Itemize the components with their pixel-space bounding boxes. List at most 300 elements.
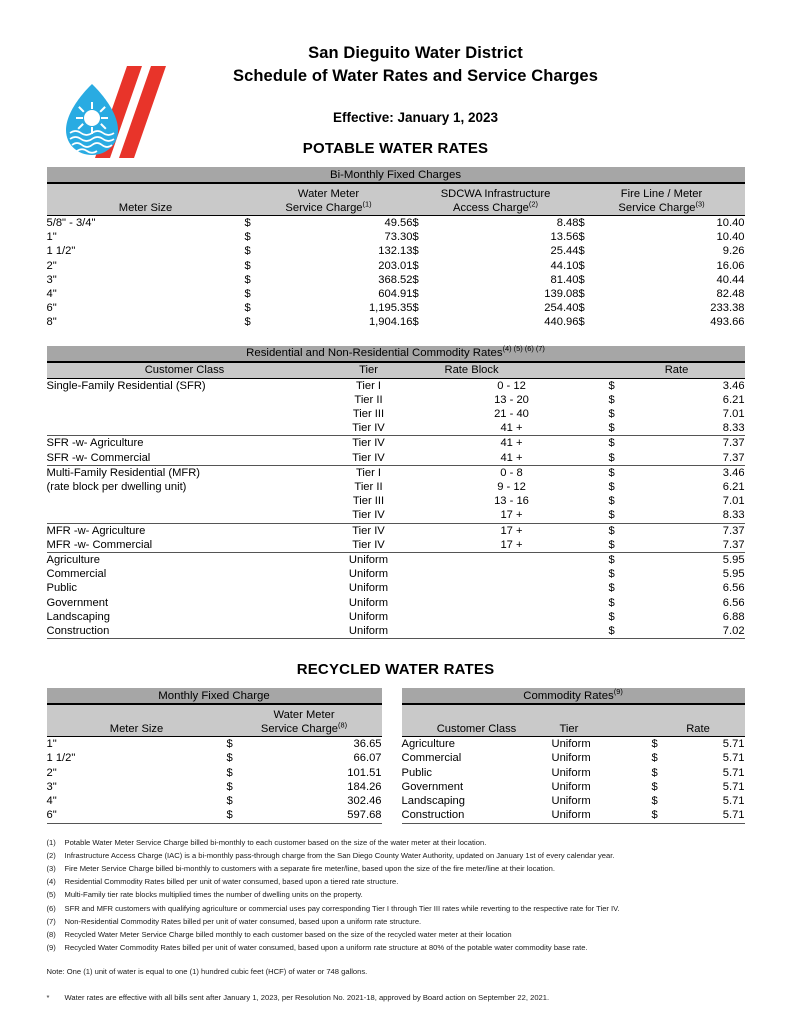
cell-rate-block bbox=[415, 624, 609, 639]
potable-commodity-table-wrap bbox=[47, 346, 745, 640]
footnote-marker: (2) bbox=[46, 850, 56, 860]
cell-rate-block bbox=[415, 581, 609, 595]
cell-rate: 7.02 bbox=[643, 624, 745, 639]
table-row bbox=[402, 737, 745, 752]
cell-sdcwa-charge: 440.96 bbox=[544, 316, 579, 329]
cell-rate-block: 21 - 40 bbox=[494, 408, 529, 421]
currency-symbol: $ bbox=[578, 231, 585, 244]
cell-rate: 5.71 bbox=[722, 752, 745, 765]
footnote-text: Infrastructure Access Charge (IAC) is a bi-monthly pass-through charge from the San Diego County Water Authority, updated on January 1st of every calendar year. bbox=[64, 850, 615, 860]
cell-customer-class: Landscaping bbox=[46, 610, 110, 623]
currency-symbol: $ bbox=[608, 582, 615, 595]
cell-tier: Tier IV bbox=[352, 422, 385, 435]
table-row bbox=[47, 808, 382, 823]
cell-rate: 7.01 bbox=[722, 408, 745, 421]
band-title-text: Bi-Monthly Fixed Charges bbox=[47, 167, 745, 183]
recycled-commodity-rates-panel bbox=[402, 688, 745, 823]
cell-tier: Tier II bbox=[354, 393, 383, 406]
cell-customer-class: Public bbox=[46, 582, 77, 595]
effective-note-text: Water rates are effective with all bills sent after January 1, 2023, per Resolution No. 2021-18, approved by Board action on September 22, 2021. bbox=[64, 992, 550, 1002]
table-row bbox=[47, 230, 745, 244]
col-header-customer-class: Customer Class bbox=[47, 362, 323, 379]
table-row bbox=[47, 737, 382, 752]
col-header-rate: Rate bbox=[652, 704, 745, 737]
table-row bbox=[402, 780, 745, 794]
cell-rate-block: 9 - 12 bbox=[497, 481, 526, 494]
cell-rate: 5.71 bbox=[722, 780, 745, 793]
currency-symbol: $ bbox=[412, 217, 419, 229]
cell-rate: 6.56 bbox=[722, 582, 745, 595]
cell-rate: 5.71 bbox=[722, 766, 745, 779]
col-header-sdcwa-access-charge: SDCWA Infrastructure Access Charge$^{(2)}$ bbox=[413, 183, 579, 216]
cell-service-charge: 66.07 bbox=[353, 752, 382, 765]
currency-symbol: $ bbox=[227, 808, 257, 823]
cell-service-charge: 36.65 bbox=[353, 738, 382, 751]
cell-sdcwa-charge: 8.48 bbox=[556, 217, 579, 229]
cell-rate: 3.46 bbox=[643, 465, 745, 480]
cell-service-charge: 597.68 bbox=[257, 808, 382, 823]
cell-tier: Uniform bbox=[551, 752, 591, 765]
cell-rate: 6.88 bbox=[722, 610, 745, 623]
currency-symbol: $ bbox=[226, 795, 233, 808]
footnote-text: Non-Residential Commodity Rates billed per unit of water consumed, based upon a uniform rate structure. bbox=[64, 916, 422, 926]
cell-rate: 7.37 bbox=[722, 451, 745, 464]
currency-symbol: $ bbox=[244, 302, 251, 315]
currency-symbol: $ bbox=[578, 217, 585, 229]
cell-customer-class: SFR -w- Agriculture bbox=[47, 436, 323, 451]
unit-note-text: Note: One (1) unit of water is equal to one (1) hundred cubic feet (HCF) of water or 748 gallons. bbox=[46, 967, 368, 977]
col-header-customer-class: Customer Class bbox=[402, 704, 552, 737]
recycled-commodity-rates-table bbox=[402, 688, 745, 823]
footnote-refs-4567: (4) (5) (6) (7) bbox=[502, 344, 545, 354]
table-row bbox=[47, 244, 745, 258]
cell-rate-block: 17 + bbox=[500, 509, 523, 522]
cell-sdcwa-charge: 139.08 bbox=[544, 288, 579, 301]
cell-customer-class: Construction bbox=[47, 624, 323, 639]
currency-symbol: $ bbox=[608, 408, 615, 421]
footnote-ref-2: (2) bbox=[528, 199, 538, 209]
cell-water-meter-charge: 604.91 bbox=[378, 288, 413, 301]
effective-date: Effective: January 1, 2023 bbox=[332, 110, 499, 125]
cell-water-meter-charge: 73.30 bbox=[384, 231, 413, 244]
cell-fire-charge: 10.40 bbox=[716, 217, 745, 229]
table-row bbox=[47, 315, 745, 329]
table-row bbox=[402, 751, 745, 765]
cell-water-meter-charge: 132.13 bbox=[378, 245, 413, 258]
cell-rate: 7.01 bbox=[722, 495, 745, 508]
currency-symbol: $ bbox=[651, 738, 658, 751]
cell-meter-size: 5/8" - 3/4" bbox=[46, 217, 96, 229]
table-row bbox=[47, 766, 382, 780]
currency-symbol: $ bbox=[578, 316, 585, 329]
cell-tier: Uniform bbox=[551, 766, 591, 779]
recycled-tables-row bbox=[47, 688, 745, 823]
currency-symbol: $ bbox=[651, 795, 658, 808]
cell-customer-class bbox=[47, 508, 323, 523]
footnote-item bbox=[47, 836, 747, 849]
cell-meter-size: 6" bbox=[46, 302, 57, 315]
cell-customer-class-sub: (rate block per dwelling unit) bbox=[46, 481, 187, 494]
currency-symbol: $ bbox=[651, 752, 658, 765]
cell-meter-size: 2" bbox=[46, 766, 57, 779]
cell-tier: Tier III bbox=[352, 408, 385, 421]
currency-symbol: $ bbox=[608, 538, 615, 551]
currency-symbol: $ bbox=[608, 393, 615, 406]
table-row bbox=[402, 808, 745, 823]
currency-symbol: $ bbox=[578, 273, 585, 286]
doc-subtitle: Schedule of Water Rates and Service Charges bbox=[233, 67, 598, 85]
currency-symbol: $ bbox=[608, 495, 615, 508]
footnote-marker: (7) bbox=[46, 916, 56, 926]
footnote-item bbox=[47, 888, 747, 901]
cell-rate-block bbox=[415, 567, 609, 581]
table-row bbox=[47, 523, 745, 538]
cell-customer-class: Commercial bbox=[46, 568, 107, 581]
currency-symbol: $ bbox=[608, 451, 615, 464]
cell-customer-class: SFR -w- Commercial bbox=[46, 451, 151, 464]
cell-rate: 6.21 bbox=[722, 393, 745, 406]
table-row bbox=[47, 287, 745, 301]
table-row bbox=[47, 751, 382, 765]
footnote-text: Recycled Water Commodity Rates billed per unit of water consumed, based upon a uniform rate structure at 80% of the potable water commodity base rate. bbox=[64, 943, 588, 953]
band-title-row bbox=[47, 346, 745, 362]
footnote-ref-9: (9) bbox=[613, 687, 623, 697]
currency-symbol: $ bbox=[608, 596, 615, 609]
cell-rate: 8.33 bbox=[722, 509, 745, 522]
footnote-text: Potable Water Meter Service Charge billed bi-monthly to each customer based on the size of the water meter at their location. bbox=[64, 837, 487, 847]
table-row bbox=[47, 451, 745, 466]
cell-rate: 8.33 bbox=[722, 422, 745, 435]
cell-rate-block: 41 + bbox=[415, 436, 609, 451]
col-header-rate: Rate bbox=[609, 362, 745, 379]
currency-symbol: $ bbox=[609, 465, 643, 480]
cell-customer-class: Agriculture bbox=[47, 553, 323, 568]
table-row bbox=[47, 480, 745, 494]
potable-water-rates-title: POTABLE WATER RATES bbox=[302, 140, 489, 157]
table-row bbox=[402, 766, 745, 780]
cell-meter-size: 1 1/2" bbox=[46, 752, 76, 765]
cell-customer-class bbox=[47, 407, 323, 421]
col-header-water-meter-service-charge: Water Meter Service Charge$^{(8)}$ bbox=[227, 704, 382, 737]
cell-sdcwa-charge: 25.44 bbox=[550, 245, 579, 258]
currency-symbol: $ bbox=[651, 766, 658, 779]
cell-meter-size: 3" bbox=[46, 780, 57, 793]
cell-rate: 7.37 bbox=[643, 523, 745, 538]
currency-symbol: $ bbox=[412, 231, 419, 244]
currency-symbol: $ bbox=[578, 302, 585, 315]
col-header-water-meter-service-charge: Water Meter Service Charge$^{(1)}$ bbox=[245, 183, 413, 216]
table-row bbox=[47, 553, 745, 568]
table-row bbox=[47, 301, 745, 315]
currency-symbol: $ bbox=[412, 245, 419, 258]
cell-meter-size: 3" bbox=[46, 273, 57, 286]
cell-rate: 3.46 bbox=[722, 379, 745, 392]
band-title-text: Monthly Fixed Charge bbox=[47, 688, 382, 704]
table-row bbox=[47, 538, 745, 553]
cell-customer-class: Multi-Family Residential (MFR) bbox=[47, 465, 323, 480]
cell-meter-size: 1 1/2" bbox=[46, 245, 76, 258]
cell-customer-class: Single-Family Residential (SFR) bbox=[46, 379, 206, 392]
cell-tier: Tier III bbox=[352, 495, 385, 508]
currency-symbol: $ bbox=[608, 509, 615, 522]
cell-tier: Uniform bbox=[552, 808, 652, 823]
currency-symbol: $ bbox=[244, 217, 251, 229]
cell-rate-block: 13 - 16 bbox=[494, 495, 529, 508]
cell-tier: Tier IV bbox=[352, 538, 385, 551]
cell-rate: 7.37 bbox=[643, 436, 745, 451]
cell-water-meter-charge: 1,904.16 bbox=[368, 316, 413, 329]
col-header-rate-block: Rate Block bbox=[415, 362, 609, 379]
cell-rate-block: 41 + bbox=[500, 451, 523, 464]
recycled-fixed-charge-panel bbox=[47, 688, 382, 823]
footnote-item bbox=[47, 928, 747, 941]
cell-tier: Uniform bbox=[323, 624, 415, 639]
star-marker: * bbox=[46, 992, 50, 1002]
cell-sdcwa-charge: 254.40 bbox=[544, 302, 579, 315]
table-row bbox=[47, 508, 745, 523]
footnote-item bbox=[47, 862, 747, 875]
cell-customer-class: Public bbox=[401, 766, 432, 779]
cell-tier: Uniform bbox=[348, 596, 389, 609]
cell-customer-class: Government bbox=[401, 780, 464, 793]
cell-rate: 6.21 bbox=[722, 481, 745, 494]
cell-water-meter-charge: 368.52 bbox=[378, 273, 413, 286]
recycled-fixed-charge-table bbox=[47, 688, 382, 823]
cell-rate-block bbox=[415, 610, 609, 624]
currency-symbol: $ bbox=[609, 436, 643, 451]
currency-symbol: $ bbox=[244, 273, 251, 286]
footnote-item bbox=[47, 902, 747, 915]
cell-tier: Uniform bbox=[348, 610, 389, 623]
cell-customer-class bbox=[47, 421, 323, 436]
currency-symbol: $ bbox=[412, 316, 419, 329]
unit-note bbox=[47, 965, 747, 978]
col-header-tier: Tier bbox=[323, 362, 415, 379]
cell-rate: 7.37 bbox=[722, 538, 745, 551]
table-row bbox=[47, 610, 745, 624]
band-title-row bbox=[47, 167, 745, 183]
currency-symbol: $ bbox=[226, 752, 233, 765]
currency-symbol: $ bbox=[578, 259, 585, 272]
currency-symbol: $ bbox=[609, 553, 643, 568]
footnote-text: Multi-Family tier rate blocks multiplied times the number of dwelling units on the property. bbox=[64, 890, 363, 900]
cell-tier: Tier IV bbox=[323, 523, 415, 538]
currency-symbol: $ bbox=[652, 808, 682, 823]
cell-rate: 5.71 bbox=[722, 795, 745, 808]
cell-water-meter-charge: 1,195.35 bbox=[368, 302, 413, 315]
currency-symbol: $ bbox=[412, 288, 419, 301]
currency-symbol: $ bbox=[412, 259, 419, 272]
cell-customer-class: Landscaping bbox=[401, 795, 465, 808]
table-row bbox=[47, 581, 745, 595]
org-name: San Dieguito Water District bbox=[308, 44, 523, 62]
table-row bbox=[47, 596, 745, 610]
footnote-marker: (8) bbox=[46, 929, 56, 939]
currency-symbol: $ bbox=[651, 780, 658, 793]
column-header-row bbox=[402, 704, 745, 737]
cell-customer-class: Agriculture bbox=[401, 738, 455, 751]
cell-sdcwa-charge: 13.56 bbox=[550, 231, 579, 244]
cell-tier: Tier IV bbox=[323, 436, 415, 451]
footnote-text: SFR and MFR customers with qualifying agriculture or commercial uses pay corresponding Tier I through Tier III rates while reverting to the respective rate for Tier IV. bbox=[64, 903, 620, 913]
cell-tier: Tier IV bbox=[352, 509, 385, 522]
cell-tier: Tier I bbox=[355, 379, 382, 392]
col-header-meter-size: Meter Size bbox=[47, 183, 245, 216]
cell-fire-charge: 9.26 bbox=[722, 245, 745, 258]
cell-customer-class: Commercial bbox=[401, 752, 462, 765]
table-row bbox=[402, 794, 745, 808]
cell-customer-class: MFR -w- Agriculture bbox=[47, 523, 323, 538]
table-row bbox=[47, 378, 745, 393]
table-row bbox=[47, 567, 745, 581]
cell-meter-size: 1" bbox=[46, 231, 57, 244]
cell-customer-class bbox=[47, 494, 323, 508]
footnote-text: Recycled Water Meter Service Charge billed monthly to each customer based on the size of the recycled water meter at their location bbox=[64, 929, 512, 939]
cell-service-charge: 302.46 bbox=[347, 795, 382, 808]
footnote-marker: (1) bbox=[46, 837, 56, 847]
cell-tier: Uniform bbox=[551, 738, 591, 751]
currency-symbol: $ bbox=[412, 273, 419, 286]
currency-symbol: $ bbox=[608, 610, 615, 623]
currency-symbol: $ bbox=[578, 288, 585, 301]
footnote-marker: (5) bbox=[46, 890, 56, 900]
cell-fire-charge: 82.48 bbox=[716, 288, 745, 301]
footnotes-block bbox=[45, 836, 747, 1004]
cell-tier: Tier IV bbox=[352, 451, 385, 464]
cell-customer-class: Government bbox=[46, 596, 109, 609]
potable-fixed-charges-table-wrap bbox=[47, 167, 745, 330]
table-row bbox=[47, 259, 745, 273]
currency-symbol: $ bbox=[412, 302, 419, 315]
cell-rate: 5.71 bbox=[722, 738, 745, 751]
cell-meter-size: 8" bbox=[46, 316, 57, 329]
table-row bbox=[47, 494, 745, 508]
footnote-marker: (4) bbox=[46, 877, 56, 887]
cell-fire-charge: 40.44 bbox=[716, 273, 745, 286]
column-header-row bbox=[47, 362, 745, 379]
cell-tier: Tier II bbox=[354, 481, 383, 494]
cell-fire-charge: 16.06 bbox=[716, 259, 745, 272]
cell-meter-size: 4" bbox=[46, 795, 57, 808]
footnote-text: Fire Meter Service Charge billed bi-monthly to customers with a separate fire meter/line, based upon the size of the fire meter/line at their location. bbox=[64, 863, 555, 873]
table-row bbox=[47, 273, 745, 287]
table-row bbox=[47, 794, 382, 808]
footnote-item bbox=[47, 941, 747, 954]
currency-symbol: $ bbox=[608, 379, 615, 392]
cell-fire-charge: 10.40 bbox=[716, 231, 745, 244]
cell-tier: Uniform bbox=[348, 568, 389, 581]
cell-rate: 5.71 bbox=[682, 808, 745, 823]
currency-symbol: $ bbox=[244, 231, 251, 244]
cell-meter-size: 6" bbox=[47, 808, 227, 823]
table-row bbox=[47, 465, 745, 480]
table-row bbox=[47, 780, 382, 794]
cell-sdcwa-charge: 81.40 bbox=[550, 273, 579, 286]
cell-fire-charge: 493.66 bbox=[710, 316, 745, 329]
cell-tier: Uniform bbox=[348, 582, 389, 595]
cell-fire-charge: 233.38 bbox=[710, 302, 745, 315]
potable-fixed-charges-table bbox=[47, 167, 745, 330]
cell-customer-class: MFR -w- Commercial bbox=[46, 538, 153, 551]
table-row bbox=[47, 624, 745, 639]
effective-note bbox=[47, 991, 747, 1004]
cell-meter-size: 1" bbox=[46, 738, 57, 751]
cell-rate: 6.56 bbox=[722, 596, 745, 609]
currency-symbol: $ bbox=[244, 316, 251, 329]
document-header bbox=[0, 0, 791, 125]
footnote-item bbox=[47, 875, 747, 888]
band-title-text: Commodity Rates$^{(9)}$ bbox=[402, 688, 745, 704]
cell-rate-block: 0 - 12 bbox=[497, 379, 526, 392]
band-title-row bbox=[402, 688, 745, 704]
currency-symbol: $ bbox=[226, 780, 233, 793]
recycled-water-rates-title: RECYCLED WATER RATES bbox=[296, 661, 495, 679]
footnote-ref-3: (3) bbox=[695, 199, 705, 209]
cell-tier: Uniform bbox=[551, 780, 591, 793]
col-header-meter-size: Meter Size bbox=[47, 704, 227, 737]
cell-service-charge: 101.51 bbox=[347, 766, 382, 779]
footnote-item bbox=[47, 915, 747, 928]
currency-symbol: $ bbox=[608, 481, 615, 494]
table-row bbox=[47, 436, 745, 451]
cell-rate-block: 17 + bbox=[415, 523, 609, 538]
cell-customer-class bbox=[47, 393, 323, 407]
cell-meter-size: 2" bbox=[46, 259, 57, 272]
table-row bbox=[47, 421, 745, 436]
footnote-text: Residential Commodity Rates billed per unit of water consumed, based upon a tiered rate structure. bbox=[64, 877, 399, 887]
column-header-row bbox=[47, 183, 745, 216]
column-header-row bbox=[47, 704, 382, 737]
currency-symbol: $ bbox=[578, 245, 585, 258]
table-row bbox=[47, 393, 745, 407]
footnote-marker: (6) bbox=[46, 903, 56, 913]
cell-rate-block: 0 - 8 bbox=[415, 465, 609, 480]
currency-symbol: $ bbox=[244, 259, 251, 272]
cell-customer-class: Construction bbox=[402, 808, 552, 823]
currency-symbol: $ bbox=[608, 568, 615, 581]
col-header-fire-line-service-charge: Fire Line / Meter Service Charge$^{(3)}$ bbox=[579, 183, 745, 216]
cell-water-meter-charge: 49.56 bbox=[384, 217, 413, 229]
footnote-marker: (3) bbox=[46, 863, 56, 873]
cell-service-charge: 184.26 bbox=[347, 780, 382, 793]
cell-rate: 5.95 bbox=[643, 553, 745, 568]
cell-sdcwa-charge: 44.10 bbox=[550, 259, 579, 272]
currency-symbol: $ bbox=[609, 523, 643, 538]
cell-rate-block bbox=[415, 553, 609, 568]
cell-tier: Uniform bbox=[323, 553, 415, 568]
currency-symbol: $ bbox=[226, 738, 233, 751]
cell-rate-block: 41 + bbox=[500, 422, 523, 435]
footnote-item bbox=[47, 849, 747, 862]
table-row bbox=[47, 216, 745, 231]
cell-water-meter-charge: 203.01 bbox=[378, 259, 413, 272]
footnote-ref-1: (1) bbox=[362, 199, 372, 209]
currency-symbol: $ bbox=[608, 422, 615, 435]
currency-symbol: $ bbox=[226, 766, 233, 779]
cell-rate-block: 17 + bbox=[500, 538, 523, 551]
col-header-tier: Tier bbox=[552, 704, 652, 737]
band-title-text: Residential and Non-Residential Commodity Rates$^{(4) (5) (6) (7)}$ bbox=[47, 346, 745, 362]
band-title-row bbox=[47, 688, 382, 704]
potable-commodity-rates-table bbox=[47, 346, 745, 640]
cell-tier: Uniform bbox=[551, 795, 591, 808]
cell-rate-block: 13 - 20 bbox=[494, 393, 529, 406]
currency-symbol: $ bbox=[244, 245, 251, 258]
water-drop-logo bbox=[62, 62, 174, 162]
currency-symbol: $ bbox=[244, 288, 251, 301]
cell-meter-size: 4" bbox=[46, 288, 57, 301]
cell-rate: 5.95 bbox=[722, 568, 745, 581]
